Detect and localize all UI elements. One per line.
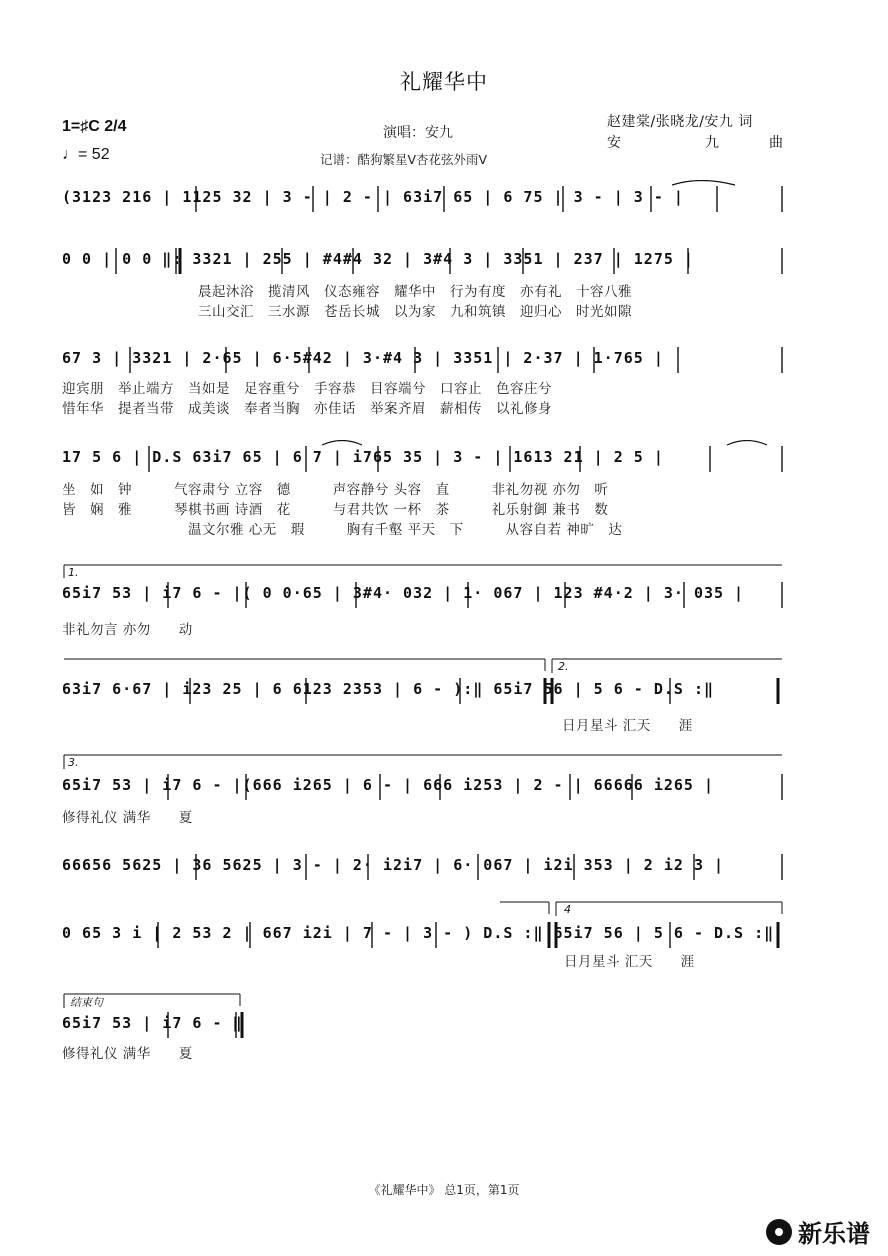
brand-name: 新乐谱 — [798, 1220, 870, 1248]
composer-name: 安 九 — [607, 135, 719, 151]
lyrics-line-4-verse-1: 坐 如 钟 气容肃兮 立容 德 声容静兮 头容 直 非礼勿视 亦勿 听 — [62, 482, 609, 498]
notes-line-5: 65i7 53 | i7 6 - |( 0 0·65 | 3#4· 032 | 1· 067 | 123 #4·2 | 3· 035 | — [62, 584, 745, 602]
score-line-7 — [0, 768, 888, 808]
lyrics-line-7: 修得礼仪 满华 夏 — [62, 810, 193, 826]
notes-line-3: 67 3 | 3321 | 2·65 | 6·5#42 | 3·#4 3 | 3351 | 2·37 | 1·765 | — [62, 349, 664, 367]
notes-line-9: 0 65 3 i | 2 53 2 | 667 i2i | 7 - | 3 - ) D.S :‖ 65i7 56 | 5 6 - D.S :‖ — [62, 924, 775, 942]
volta-label-2: 2. — [558, 660, 569, 673]
notes-line-2: 0 0 | 0 0 ‖: 3321 | 255 | #4#4 32 | 3#4 3 | 3351 | 237 | 1275 | — [62, 250, 694, 268]
key-signature: 1=♯C 2/4 — [62, 118, 127, 135]
lyrics-line-4-verse-3: 温文尔雅 心无 瑕 胸有千壑 平天 下 从容自若 神旷 达 — [188, 522, 623, 538]
score-line-6 — [0, 672, 888, 712]
score-line-1 — [0, 180, 888, 220]
score-line-4 — [0, 440, 888, 480]
score-line-9 — [0, 916, 888, 956]
lyrics-line-6: 日月星斗 汇天 涯 — [562, 718, 693, 734]
volta-label-3: 3. — [68, 756, 79, 769]
singer-credit: 演唱：安九 — [383, 125, 453, 141]
score-line-5 — [0, 576, 888, 616]
transcriber-credit: 记谱：酷狗繁星V杏花弦外雨V — [320, 152, 488, 167]
brand-logo — [766, 1214, 870, 1249]
score-line-2 — [0, 242, 888, 282]
notes-line-7: 65i7 53 | i7 6 - |(666 i265 | 6 - | 666 i253 | 2 - | 66666 i265 | — [62, 776, 714, 794]
song-title: 礼耀华中 — [400, 70, 488, 94]
lyrics-line-3-verse-1: 迎宾朋 举止端方 当如是 足容重兮 手容恭 目容端兮 口容止 色容庄兮 — [62, 381, 552, 397]
notes-line-6: 63i7 6·67 | i23 25 | 6 6123 2353 | 6 - ):‖ 65i7 56 | 5 6 - D.S :‖ — [62, 680, 714, 698]
lyrics-line-2-verse-1: 晨起沐浴 揽清风 仪态雍容 耀华中 行为有度 亦有礼 十容八雅 — [198, 284, 632, 300]
lyricist-credit: 赵建棠/张晓龙/安九 词 — [607, 114, 753, 130]
lyrics-line-10: 修得礼仪 满华 夏 — [62, 1046, 193, 1062]
lyrics-line-3-verse-2: 惜年华 提者当带 成美谈 奉者当胸 亦佳话 举案齐眉 薪相传 以礼修身 — [62, 401, 552, 417]
volta-label-1: 1. — [68, 566, 79, 579]
composer-role: 曲 — [769, 135, 783, 151]
page-footer: 《礼耀华中》 总1页，第1页 — [368, 1183, 520, 1197]
composer-credit — [607, 132, 783, 152]
score-line-10 — [0, 1006, 888, 1046]
lyrics-line-2-verse-2: 三山交汇 三水源 苍岳长城 以为家 九和筑镇 迎归心 时光如隙 — [198, 304, 632, 320]
lyrics-line-9: 日月星斗 汇天 涯 — [564, 954, 695, 970]
lyrics-line-4-verse-2: 皆 娴 雅 琴棋书画 诗酒 花 与君共饮 一杯 茶 礼乐射御 兼书 数 — [62, 502, 609, 518]
volta-bracket-4 — [0, 898, 888, 918]
notes-line-4: 17 5 6 | D.S 63i7 65 | 6 7 | i765 35 | 3 - | 1613 21 | 2 5 | — [62, 448, 664, 466]
score-line-8 — [0, 848, 888, 888]
score-line-3 — [0, 341, 888, 381]
tempo-marking: ♩= 52 — [62, 146, 110, 163]
notes-line-10: 65i7 53 | i7 6 - ‖ — [62, 1014, 243, 1032]
lyrics-line-5: 非礼勿言 亦勿 动 — [62, 622, 193, 638]
notes-line-8: 66656 5625 | 36 5625 | 3 - | 2· i2i7 | 6· 067 | i2i 353 | 2 i2 3 | — [62, 856, 725, 874]
notes-line-1: (3123 216 | 1125 32 | 3 - | 2 - | 63i7 65 | 6 75 | 3 - | 3 - | — [62, 188, 684, 206]
volta-label-4: 4 — [564, 903, 571, 916]
vinyl-record-icon — [766, 1219, 792, 1245]
ending-label: 结束句 — [70, 996, 103, 1009]
